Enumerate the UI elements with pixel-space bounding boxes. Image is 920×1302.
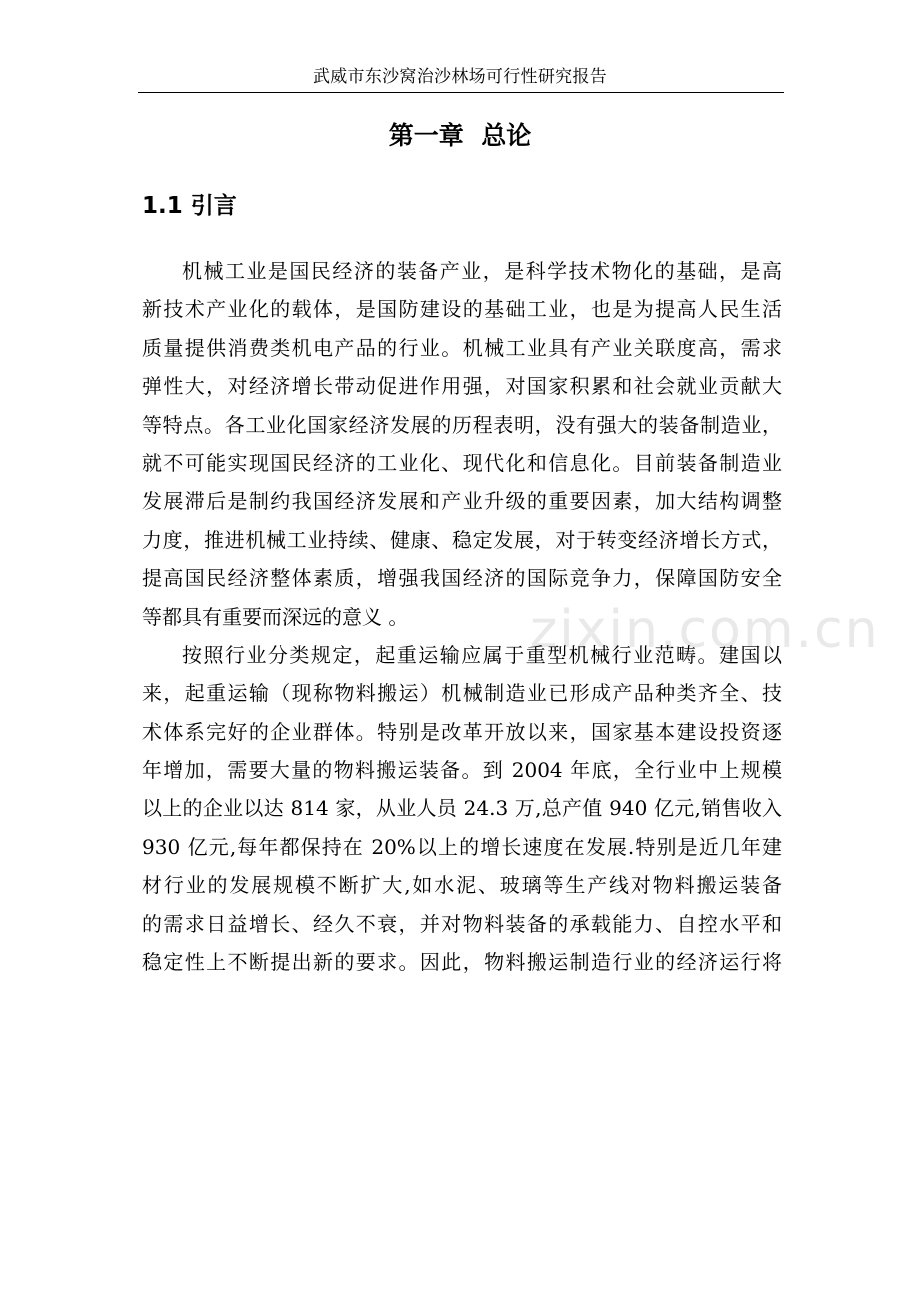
paragraph-line: 稳定性上不断提出新的要求。因此，物料搬运制造行业的经济运行将 bbox=[142, 950, 782, 975]
paragraph-2 bbox=[142, 636, 782, 982]
running-header: 武威市东沙窝治沙林场可行性研究报告 bbox=[312, 67, 608, 87]
paragraph-line: 术体系完好的企业群体。特别是改革开放以来，国家基本建设投资逐 bbox=[142, 719, 782, 744]
paragraph-1 bbox=[142, 252, 782, 636]
section-heading: 1.1 引言 bbox=[142, 193, 237, 219]
paragraph-line: 来，起重运输（现称物料搬运）机械制造业已形成产品种类齐全、技 bbox=[142, 681, 782, 706]
paragraph-line: 按照行业分类规定，起重运输应属于重型机械行业范畴。建国以 bbox=[182, 642, 782, 667]
paragraph-line: 等都具有重要而深远的意义 。 bbox=[142, 604, 409, 629]
paragraph-line: 弹性大，对经济增长带动促进作用强，对国家积累和社会就业贡献大 bbox=[142, 374, 782, 399]
chapter-title: 第一章 总论 bbox=[388, 121, 532, 150]
paragraph-line: 材行业的发展规模不断扩大,如水泥、玻璃等生产线对物料搬运装备 bbox=[142, 873, 782, 898]
paragraph-line: 发展滞后是制约我国经济发展和产业升级的重要因素，加大结构调整 bbox=[142, 489, 782, 514]
paragraph-line: 力度，推进机械工业持续、健康、稳定发展，对于转变经济增长方式， bbox=[142, 527, 782, 552]
paragraph-line: 新技术产业化的载体，是国防建设的基础工业，也是为提高人民生活 bbox=[142, 297, 782, 322]
paragraph-line: 930 亿元,每年都保持在 20%以上的增长速度在发展.特别是近几年建 bbox=[142, 834, 782, 859]
paragraph-line: 等特点。各工业化国家经济发展的历程表明，没有强大的装备制造业， bbox=[142, 412, 782, 437]
paragraph-line: 年增加，需要大量的物料搬运装备。到 2004 年底，全行业中上规模 bbox=[142, 758, 782, 783]
header-rule bbox=[138, 92, 784, 93]
paragraph-line: 机械工业是国民经济的装备产业，是科学技术物化的基础，是高 bbox=[182, 259, 782, 283]
paragraph-line: 的需求日益增长、经久不衰，并对物料装备的承载能力、自控水平和 bbox=[142, 911, 782, 936]
body-text bbox=[142, 252, 782, 981]
paragraph-line: 以上的企业以达 814 家，从业人员 24.3 万,总产值 940 亿元,销售收入 bbox=[142, 796, 782, 821]
watermark: zixin.com.cn bbox=[530, 600, 880, 660]
paragraph-line: 质量提供消费类机电产品的行业。机械工业具有产业关联度高，需求 bbox=[142, 335, 782, 360]
paragraph-line: 提高国民经济整体素质，增强我国经济的国际竞争力，保障国防安全 bbox=[142, 566, 782, 591]
paragraph-line: 就不可能实现国民经济的工业化、现代化和信息化。目前装备制造业 bbox=[142, 450, 782, 475]
